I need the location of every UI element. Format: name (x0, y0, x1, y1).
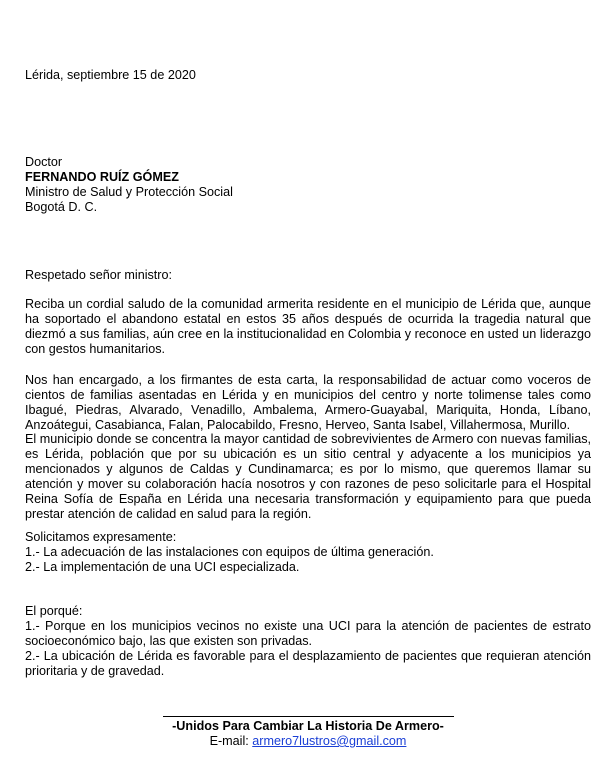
salutation: Respetado señor ministro: (25, 268, 172, 282)
paragraph-greeting: Reciba un cordial saludo de la comunidad armerita residente en el municipio de Lérida que, aunque ha soportado el abandono estatal en estos 35 años después de ocurrida la tragedia natural que diezmó a sus familias, aún cree en la institucionalidad en Colombia y reconoce en usted un liderazgo con gestos humanitarios. (25, 297, 591, 356)
reason-item: 2.- La ubicación de Lérida es favorable para el desplazamiento de pacientes que requieran atención prioritaria y de gravedad. (25, 649, 591, 678)
footer-divider (163, 716, 454, 717)
requests-intro: Solicitamos expresamente: (25, 530, 177, 544)
letter-date: Lérida, septiembre 15 de 2020 (25, 68, 196, 82)
recipient-city: Bogotá D. C. (25, 200, 98, 214)
paragraph-spokespersons: Nos han encargado, a los firmantes de esta carta, la responsabilidad de actuar como voceros de cientos de familias asentadas en Lérida y en municipios del centro y norte tolimense tales como Ibagué, Piedras, Alvarado, Venadillo, Ambalema, Armero-Guayabal, Mariquita, Honda, Líbano, Anzoátegui, Casabianca, Falan, Palocabildo, Fresno, Herveo, Santa Isabel, Villahermosa, Murillo. (25, 373, 591, 432)
paragraph-municipality: El municipio donde se concentra la mayor cantidad de sobrevivientes de Armero con nuevas familias, es Lérida, población que por su ubicación es un sitio central y adyacente a los municipios ya mencionados y algunos de Caldas y Cundinamarca; es por lo mismo, que queremos llamar su atención y mover su colaboración hacía nosotros y con razones de peso solicitarle para el Hospital Reina Sofía de España en Lérida una necesaria transformación y equipamiento para que pueda prestar atención de calidad en salud para la región. (25, 432, 591, 521)
reasons-title: El porqué: (25, 604, 83, 618)
email-label: E-mail: (209, 734, 253, 748)
footer-motto: -Unidos Para Cambiar La Historia De Armero- (172, 719, 444, 733)
request-item: 1.- La adecuación de las instalaciones con equipos de última generación. (25, 545, 434, 559)
email-link[interactable]: armero7lustros@gmail.com (252, 734, 407, 748)
recipient-block (25, 155, 233, 215)
reason-item: 1.- Porque en los municipios vecinos no existe una UCI para la atención de pacientes de estrato socioeconómico bajo, las que existen son privadas. (25, 619, 591, 648)
recipient-name: FERNANDO RUÍZ GÓMEZ (25, 170, 179, 184)
recipient-title: Doctor (25, 155, 63, 169)
footer-email (0, 734, 616, 749)
recipient-position: Ministro de Salud y Protección Social (25, 185, 233, 199)
request-item: 2.- La implementación de una UCI especializada. (25, 560, 300, 574)
